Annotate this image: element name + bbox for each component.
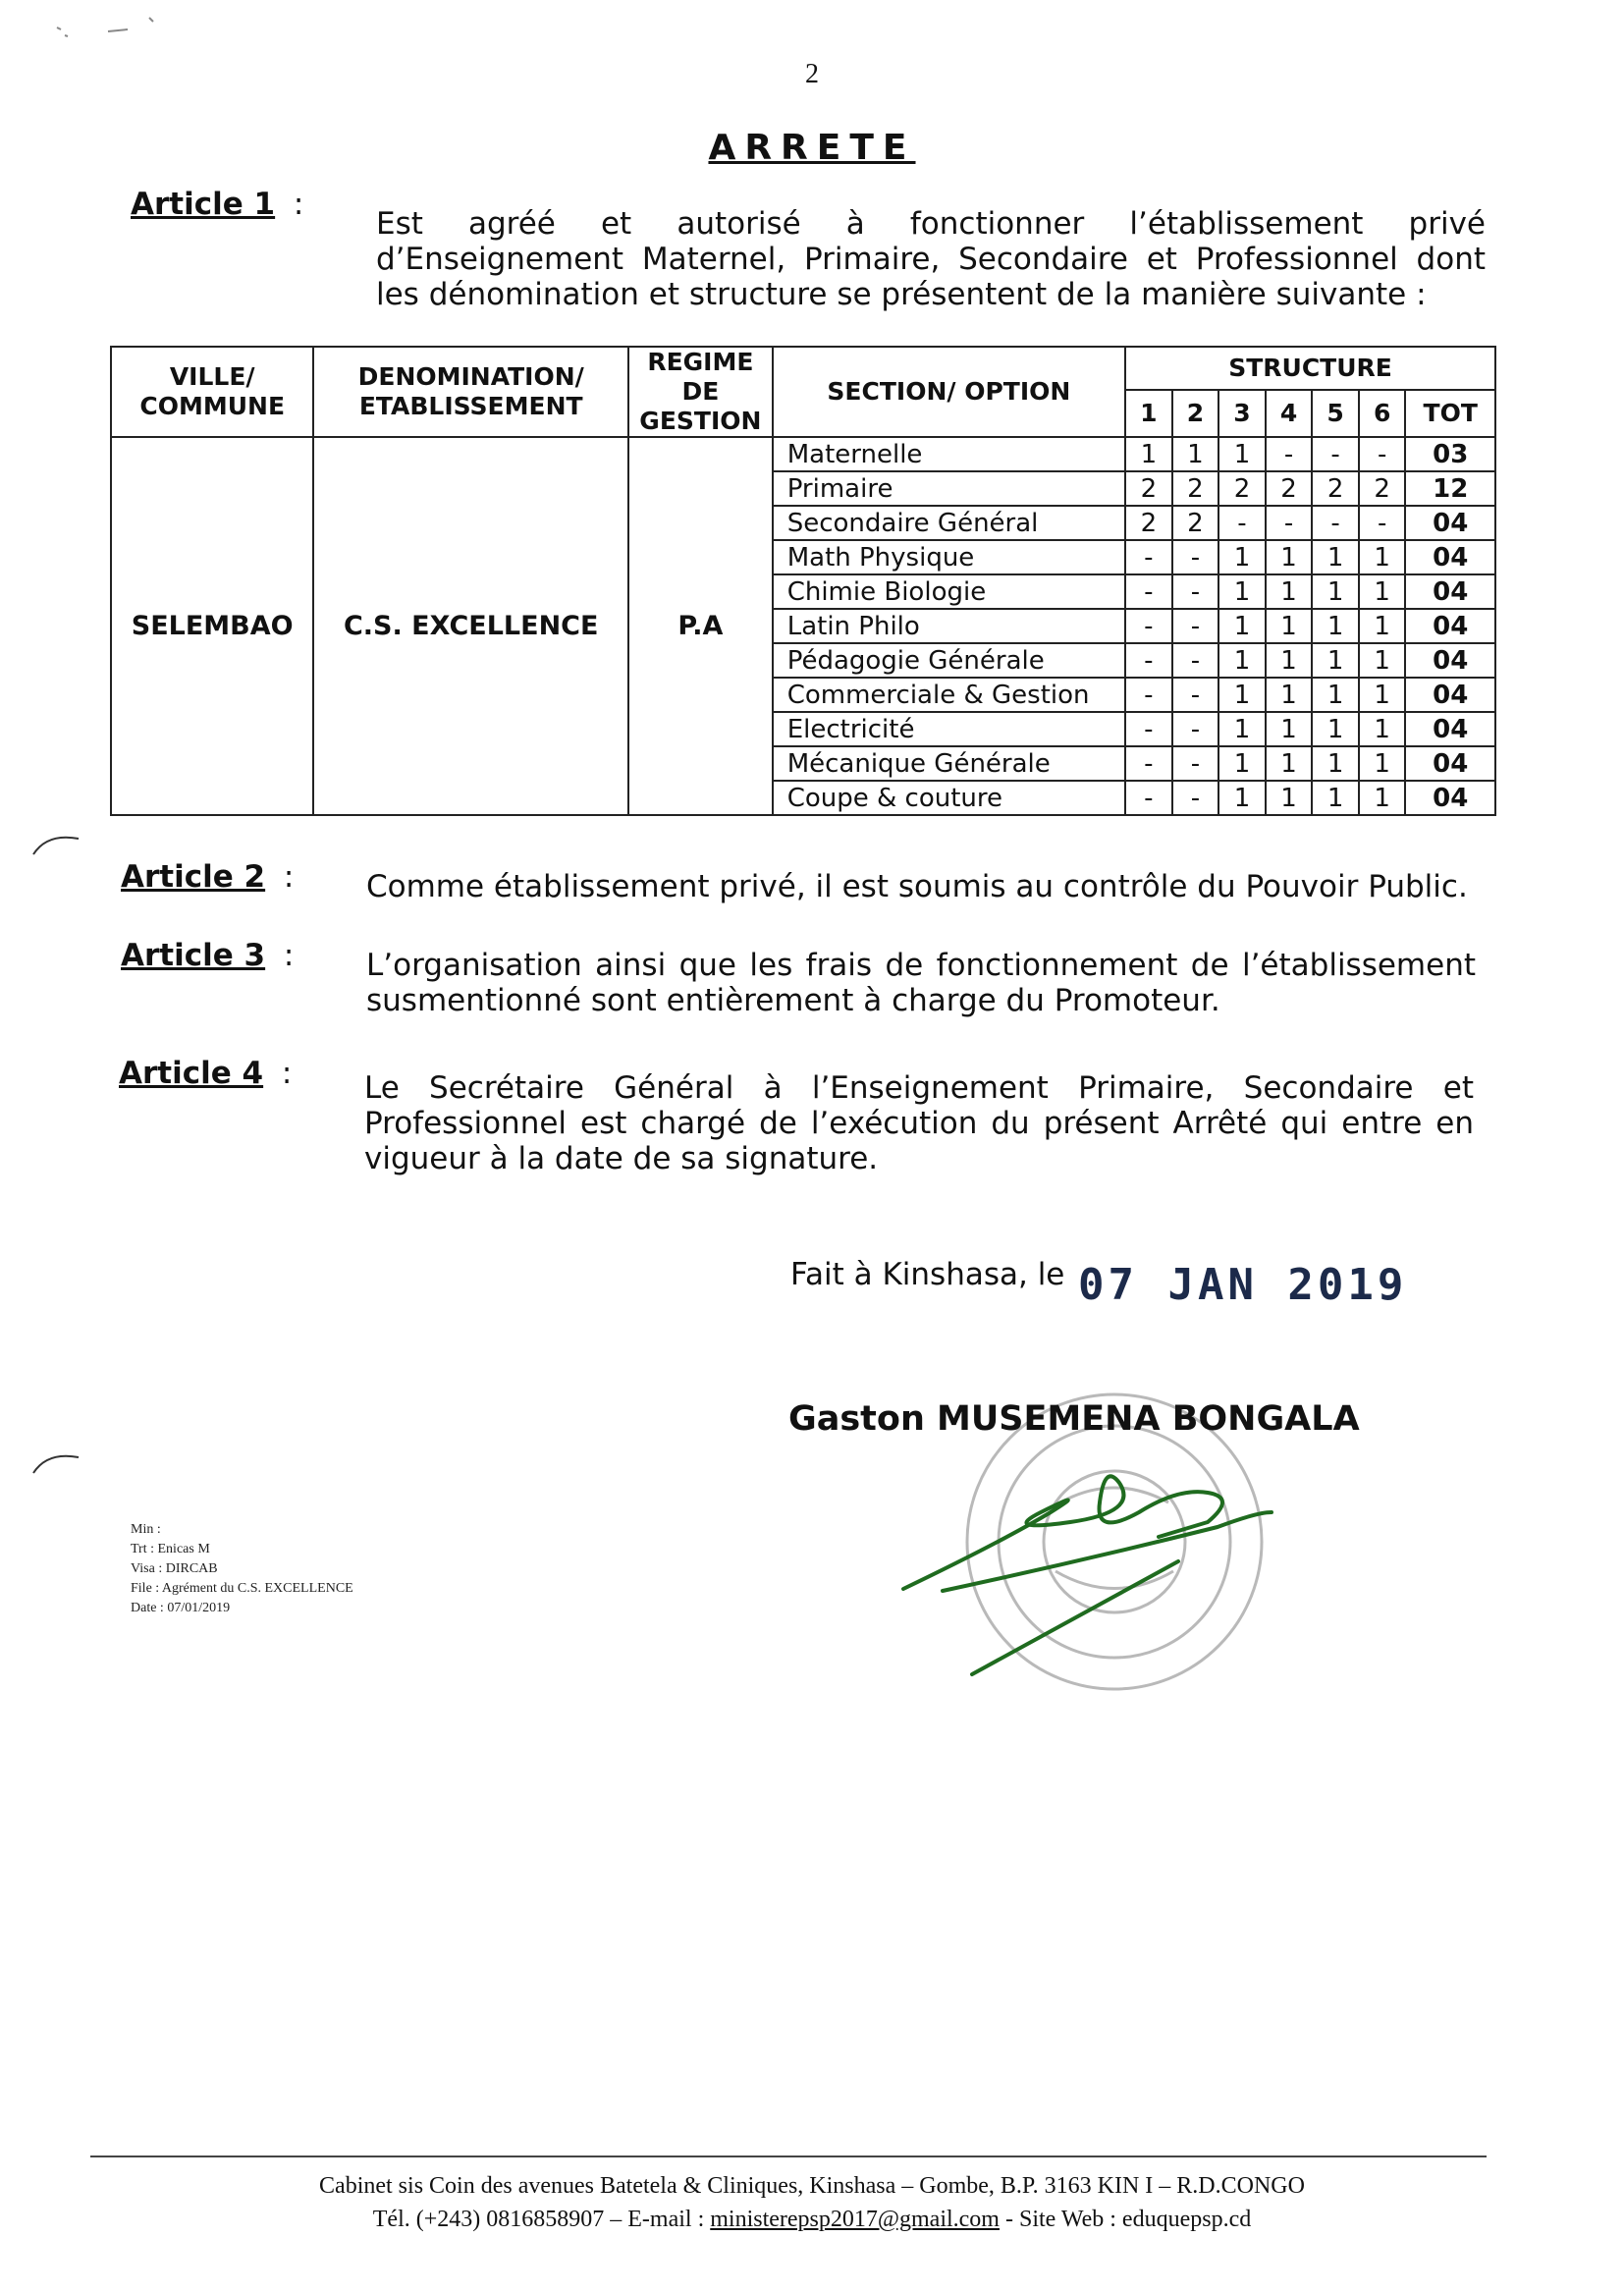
structure-cell: 1 — [1125, 437, 1172, 471]
section-cell: Primaire — [773, 471, 1125, 506]
structure-cell: 1 — [1172, 437, 1219, 471]
footer-email-link[interactable]: ministerepsp2017@gmail.com — [710, 2207, 1000, 2232]
total-cell: 12 — [1405, 471, 1495, 506]
structure-cell: 1 — [1218, 712, 1266, 746]
article-2-text: Comme établissement privé, il est soumis au contrôle du Pouvoir Public. — [366, 869, 1468, 904]
structure-cell: 1 — [1359, 746, 1406, 781]
structure-cell: - — [1172, 643, 1219, 678]
structure-cell: 2 — [1218, 471, 1266, 506]
structure-cell: - — [1125, 574, 1172, 609]
footer-address: Cabinet sis Coin des avenues Batetela & Cliniques, Kinshasa – Gombe, B.P. 3163 KIN I – R.D.CONGO — [319, 2173, 1305, 2199]
article-3-colon: : — [283, 938, 295, 973]
ref-visa: Visa : DIRCAB — [131, 1561, 218, 1576]
structure-cell: - — [1172, 540, 1219, 574]
article-1-text: Est agréé et autorisé à fonctionner l’établissement privé d’Enseignement Maternel, Primaire, Secondaire et Professionnel dont les dénomination et structure se présentent de la manière suivante : — [376, 206, 1486, 312]
header-tot: TOT — [1405, 390, 1495, 437]
section-cell: Pédagogie Générale — [773, 643, 1125, 678]
structure-cell: - — [1172, 678, 1219, 712]
structure-cell: 1 — [1312, 712, 1359, 746]
structure-cell: 2 — [1359, 471, 1406, 506]
header-col-6: 6 — [1359, 390, 1406, 437]
structure-cell: 1 — [1266, 746, 1313, 781]
total-cell: 04 — [1405, 643, 1495, 678]
structure-cell: - — [1359, 506, 1406, 540]
header-col-4: 4 — [1266, 390, 1313, 437]
date-stamp: 07 JAN 2019 — [1078, 1260, 1408, 1310]
structure-cell: 1 — [1359, 540, 1406, 574]
structure-cell: - — [1172, 781, 1219, 815]
ref-trt: Trt : Enicas M — [131, 1542, 210, 1556]
structure-cell: 2 — [1312, 471, 1359, 506]
header-section-option: SECTION/ OPTION — [773, 347, 1125, 437]
structure-cell: 2 — [1125, 506, 1172, 540]
ref-min: Min : — [131, 1522, 161, 1537]
total-cell: 04 — [1405, 540, 1495, 574]
article-1-label-text: Article 1 — [131, 187, 276, 222]
header-col-2: 2 — [1172, 390, 1219, 437]
structure-cell: - — [1218, 506, 1266, 540]
article-2-label — [121, 859, 294, 895]
total-cell: 04 — [1405, 746, 1495, 781]
structure-cell: - — [1125, 712, 1172, 746]
section-cell: Commerciale & Gestion — [773, 678, 1125, 712]
article-4-label — [119, 1056, 292, 1091]
signature — [903, 1476, 1272, 1674]
structure-cell: 1 — [1312, 678, 1359, 712]
footer-contact — [0, 2204, 1624, 2235]
structure-cell: 1 — [1218, 678, 1266, 712]
header-ville-commune: VILLE/ COMMUNE — [111, 347, 313, 437]
total-cell: 04 — [1405, 506, 1495, 540]
structure-cell: - — [1359, 437, 1406, 471]
structure-cell: - — [1172, 712, 1219, 746]
hole-punch-mark — [27, 1444, 96, 1493]
structure-cell: - — [1172, 746, 1219, 781]
structure-cell: 1 — [1218, 437, 1266, 471]
structure-cell: 1 — [1218, 609, 1266, 643]
structure-cell: 1 — [1218, 781, 1266, 815]
structure-cell: 2 — [1266, 471, 1313, 506]
structure-cell: 1 — [1359, 643, 1406, 678]
structure-cell: - — [1312, 506, 1359, 540]
structure-cell: 2 — [1172, 506, 1219, 540]
structure-cell: 1 — [1218, 540, 1266, 574]
structure-cell: 1 — [1218, 643, 1266, 678]
header-col-3: 3 — [1218, 390, 1266, 437]
structure-cell: - — [1125, 746, 1172, 781]
article-1-colon: : — [293, 187, 304, 222]
signatory-name: Gaston MUSEMENA BONGALA — [788, 1399, 1360, 1439]
section-cell: Chimie Biologie — [773, 574, 1125, 609]
structure-cell: 1 — [1218, 574, 1266, 609]
structure-cell: 1 — [1312, 540, 1359, 574]
structure-cell: 2 — [1172, 471, 1219, 506]
structure-cell: - — [1125, 540, 1172, 574]
structure-cell: - — [1125, 643, 1172, 678]
structure-cell: 1 — [1266, 643, 1313, 678]
reference-block — [131, 1520, 353, 1618]
ville-cell: SELEMBAO — [111, 437, 313, 815]
header-col-1: 1 — [1125, 390, 1172, 437]
section-cell: Coupe & couture — [773, 781, 1125, 815]
document-title: ARRETE — [708, 128, 916, 168]
structure-cell: - — [1266, 506, 1313, 540]
section-cell: Latin Philo — [773, 609, 1125, 643]
structure-cell: 1 — [1266, 609, 1313, 643]
ref-file: File : Agrément du C.S. EXCELLENCE — [131, 1581, 353, 1596]
structure-cell: - — [1125, 781, 1172, 815]
structure-cell: 1 — [1266, 781, 1313, 815]
structure-cell: - — [1312, 437, 1359, 471]
article-4-text: Le Secrétaire Général à l’Enseignement Primaire, Secondaire et Professionnel est chargé de l’exécution du présent Arrêté qui entre en vigueur à la date de sa signature. — [364, 1070, 1474, 1176]
footer-phone: Tél. (+243) 0816858907 – E-mail : — [372, 2207, 711, 2232]
structure-cell: 2 — [1125, 471, 1172, 506]
total-cell: 04 — [1405, 609, 1495, 643]
structure-table — [110, 346, 1496, 816]
total-cell: 04 — [1405, 781, 1495, 815]
structure-cell: - — [1125, 609, 1172, 643]
page-number: 2 — [805, 59, 819, 89]
section-cell: Mécanique Générale — [773, 746, 1125, 781]
structure-cell: 1 — [1359, 678, 1406, 712]
scan-mark — [39, 10, 177, 49]
ref-date: Date : 07/01/2019 — [131, 1601, 231, 1615]
structure-cell: 1 — [1266, 712, 1313, 746]
official-seal — [967, 1394, 1262, 1689]
structure-cell: 1 — [1359, 574, 1406, 609]
denomination-cell: C.S. EXCELLENCE — [313, 437, 628, 815]
total-cell: 04 — [1405, 678, 1495, 712]
regime-cell: P.A — [628, 437, 773, 815]
structure-cell: 1 — [1359, 609, 1406, 643]
header-col-5: 5 — [1312, 390, 1359, 437]
structure-cell: 1 — [1218, 746, 1266, 781]
structure-cell: 1 — [1312, 574, 1359, 609]
article-3-label — [121, 938, 294, 973]
structure-cell: 1 — [1312, 746, 1359, 781]
section-cell: Math Physique — [773, 540, 1125, 574]
structure-cell: 1 — [1312, 609, 1359, 643]
structure-cell: 1 — [1312, 643, 1359, 678]
structure-cell: 1 — [1266, 540, 1313, 574]
structure-cell: 1 — [1312, 781, 1359, 815]
section-cell: Secondaire Général — [773, 506, 1125, 540]
section-cell: Electricité — [773, 712, 1125, 746]
section-cell: Maternelle — [773, 437, 1125, 471]
article-3-label-text: Article 3 — [121, 938, 266, 973]
structure-cell: - — [1125, 678, 1172, 712]
hole-punch-mark — [27, 825, 96, 874]
article-3-text: L’organisation ainsi que les frais de fonctionnement de l’établissement susmentionné sont entièrement à charge du Promoteur. — [366, 948, 1476, 1018]
total-cell: 04 — [1405, 574, 1495, 609]
structure-cell: 1 — [1359, 712, 1406, 746]
structure-cell: 1 — [1266, 574, 1313, 609]
structure-cell: - — [1172, 574, 1219, 609]
header-denomination: DENOMINATION/ ETABLISSEMENT — [313, 347, 628, 437]
header-regime-gestion: REGIME DE GESTION — [628, 347, 773, 437]
footer-website: - Site Web : eduquepsp.cd — [999, 2207, 1252, 2232]
total-cell: 03 — [1405, 437, 1495, 471]
structure-cell: - — [1266, 437, 1313, 471]
article-2-colon: : — [283, 859, 295, 895]
structure-cell: 1 — [1359, 781, 1406, 815]
header-structure: STRUCTURE — [1125, 347, 1495, 390]
place-date-text: Fait à Kinshasa, le — [790, 1257, 1065, 1292]
total-cell: 04 — [1405, 712, 1495, 746]
article-2-label-text: Article 2 — [121, 859, 266, 895]
table-row — [111, 437, 1495, 471]
structure-cell: 1 — [1266, 678, 1313, 712]
footer-divider — [90, 2156, 1487, 2157]
article-1-label — [131, 187, 303, 222]
article-4-label-text: Article 4 — [119, 1056, 264, 1091]
structure-cell: - — [1172, 609, 1219, 643]
article-4-colon: : — [281, 1056, 293, 1091]
